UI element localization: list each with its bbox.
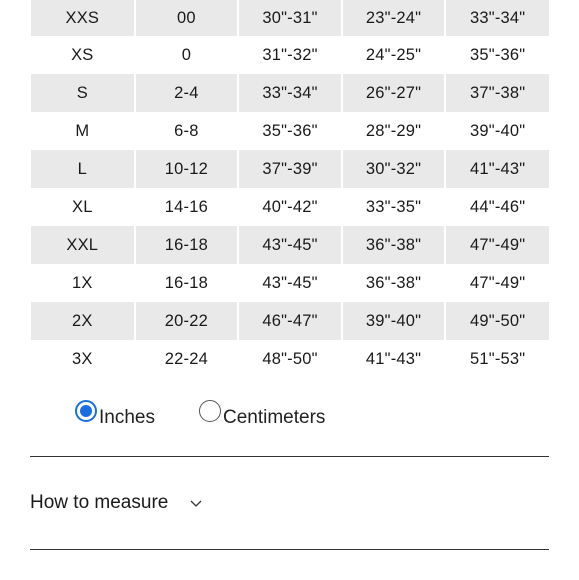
table-cell: 30"-31" [238, 0, 342, 36]
table-cell: 23"-24" [342, 0, 446, 36]
table-cell: 37"-38" [445, 74, 549, 112]
inches-label[interactable]: Inches [99, 407, 155, 428]
table-cell: 36"-38" [342, 226, 446, 264]
table-row [31, 36, 549, 74]
centimeters-radio[interactable] [199, 400, 221, 422]
centimeters-label[interactable]: Centimeters [222, 407, 326, 428]
table-row [31, 340, 549, 378]
table-cell: 2X [31, 302, 135, 340]
how-to-measure-label[interactable]: How to measure [30, 492, 169, 513]
table-cell: 33"-34" [238, 74, 342, 112]
table-cell: 3X [31, 340, 135, 378]
unit-option-inches[interactable] [75, 398, 155, 429]
table-cell: 40"-42" [238, 188, 342, 226]
table-cell: 2-4 [135, 74, 239, 112]
divider [30, 549, 549, 550]
table-cell: M [31, 112, 135, 150]
table-cell: XXS [31, 0, 135, 36]
chevron-down-icon[interactable] [190, 500, 202, 508]
table-cell: 46"-47" [238, 302, 342, 340]
table-cell: 35"-36" [445, 36, 549, 74]
table-cell: 39"-40" [445, 112, 549, 150]
unit-toggle [75, 398, 325, 429]
table-cell: 26"-27" [342, 74, 446, 112]
table-cell: 28"-29" [342, 112, 446, 150]
unit-option-centimeters[interactable] [199, 398, 325, 429]
table-cell: 33"-34" [445, 0, 549, 36]
table-cell: 49"-50" [445, 302, 549, 340]
table-cell: 41"-43" [445, 150, 549, 188]
table-row [31, 302, 549, 340]
table-cell: XXL [31, 226, 135, 264]
table-cell: 30"-32" [342, 150, 446, 188]
table-cell: 22-24 [135, 340, 239, 378]
table-row [31, 74, 549, 112]
table-cell: 1X [31, 264, 135, 302]
table-row [31, 188, 549, 226]
table-row [31, 264, 549, 302]
table-row [31, 226, 549, 264]
table-cell: 39"-40" [342, 302, 446, 340]
table-cell: 47"-49" [445, 264, 549, 302]
how-to-measure-toggle[interactable] [30, 492, 202, 514]
table-cell: XS [31, 36, 135, 74]
table-cell: 31"-32" [238, 36, 342, 74]
table-cell: 24"-25" [342, 36, 446, 74]
table-cell: S [31, 74, 135, 112]
table-row [31, 112, 549, 150]
table-cell: 48"-50" [238, 340, 342, 378]
table-cell: 16-18 [135, 226, 239, 264]
table-cell: 6-8 [135, 112, 239, 150]
table-cell: 41"-43" [342, 340, 446, 378]
table-row [31, 0, 549, 36]
table-cell: 47"-49" [445, 226, 549, 264]
table-cell: 43"-45" [238, 226, 342, 264]
table-cell: 14-16 [135, 188, 239, 226]
table-cell: 44"-46" [445, 188, 549, 226]
table-row [31, 150, 549, 188]
table-cell: 37"-39" [238, 150, 342, 188]
size-chart-table [31, 0, 549, 378]
table-cell: 20-22 [135, 302, 239, 340]
table-cell: 16-18 [135, 264, 239, 302]
table-cell: 33"-35" [342, 188, 446, 226]
table-cell: 0 [135, 36, 239, 74]
table-cell: 51"-53" [445, 340, 549, 378]
table-cell: 00 [135, 0, 239, 36]
table-cell: L [31, 150, 135, 188]
table-cell: XL [31, 188, 135, 226]
table-cell: 35"-36" [238, 112, 342, 150]
inches-radio[interactable] [75, 400, 97, 422]
table-cell: 43"-45" [238, 264, 342, 302]
table-cell: 10-12 [135, 150, 239, 188]
divider [30, 456, 549, 457]
table-cell: 36"-38" [342, 264, 446, 302]
